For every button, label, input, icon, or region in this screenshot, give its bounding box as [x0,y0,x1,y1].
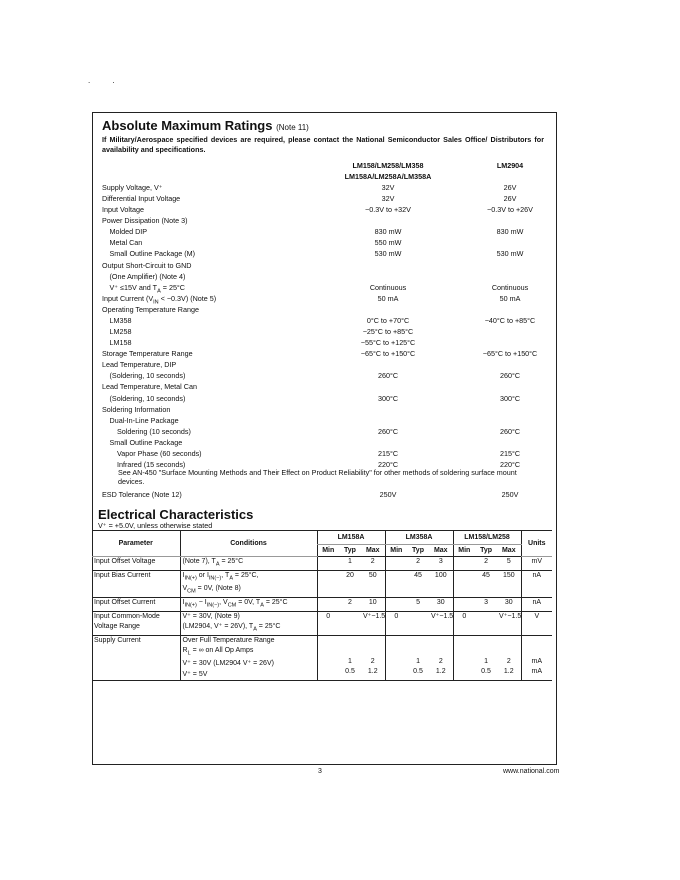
amr-row-v2: 215°C [499,448,521,458]
amr-row-v2: 830 mW [496,227,524,237]
amr-row [102,449,548,460]
ec-value [453,570,475,597]
amr-row-label: Soldering Information [102,404,171,414]
ec-value: 150 [497,570,521,597]
ec-value [385,570,407,597]
ec-param: Supply Current [92,635,180,680]
amr-row [102,416,548,427]
amr-row [102,249,548,260]
ec-value: 45 [475,570,497,597]
amr-row-v1: 0°C to +70°C [366,315,410,325]
esd-row [102,490,548,501]
hdr-min: Min [385,545,407,557]
amr-row-v2: 300°C [499,393,521,403]
amr-row-label: (One Amplifier) (Note 4) [109,271,186,281]
amr-row-v1: −65°C to +150°C [360,349,416,359]
ec-value: 5 [497,557,521,571]
ec-param: Input Bias Current [92,570,180,597]
ec-value: 2 [475,557,497,571]
ec-value: 45 [407,570,429,597]
amr-row-v1: 215°C [377,448,399,458]
hdr-lm158a: LM158A [317,531,385,545]
ec-value: 2 [361,557,385,571]
ec-conditions: $I_{IN(+)} - I_{IN(-)}$, $V_{CM} = 0V$, $T_A = 25^\circ C$ [180,597,317,611]
ec-value: 1 [339,557,361,571]
ec-value: V⁺−1.5 [429,611,453,635]
amr-row-v1: 50 mA [377,293,399,303]
page-number: 3 [318,768,322,775]
col2-header: LM2904 [496,161,524,170]
amr-row-v2: 260°C [499,371,521,381]
amr-row [102,216,548,227]
amr-row-v1: −55°C to +125°C [360,338,416,348]
amr-row [102,382,548,393]
scan-marks: . . [88,76,125,85]
amr-row-v1: −25°C to +85°C [362,327,414,337]
amr-row-v1: 300°C [377,393,399,403]
hdr-max: Max [361,545,385,557]
amr-row-label: Power Dissipation (Note 3) [102,216,188,226]
amr-row-v1: 260°C [377,371,399,381]
amr-row [102,427,548,438]
amr-row-v2: 260°C [499,426,521,436]
ec-value: 3 [475,597,497,611]
ec-conditions: (Note 7), $T_A = 25^\circ C$ [180,557,317,571]
ec-param: Input Common-Mode Voltage Range [92,611,180,635]
amr-row [102,238,548,249]
table-row [92,611,552,635]
amr-row-v1: 830 mW [374,227,402,237]
ec-value: 1 0.5 [339,635,361,680]
amr-row-label: Supply Voltage, V⁺ [102,183,163,192]
amr-row [102,261,548,272]
ec-subtitle: V⁺ = +5.0V, unless otherwise stated [98,521,213,530]
ec-value: 0 [317,611,339,635]
amr-row [102,360,548,371]
ec-value: 1 0.5 [475,635,497,680]
amr-row-label: Infrared (15 seconds) [117,460,186,469]
ec-value: 2 1.2 [429,635,453,680]
hdr-units: Units [521,531,552,557]
amr-row [102,327,548,338]
hdr-typ: Typ [407,545,429,557]
soldering-note: See AN-450 "Surface Mounting Methods and Their Effect on Product Reliability" for other methods of soldering surface mount devices. [118,468,517,486]
amr-row-label: Input Voltage [102,205,144,215]
ec-value: 2 [339,597,361,611]
amr-row-label: V⁺ ≤15V and $T_A = 25^\circ C$ [109,282,186,295]
amr-row-label: (Soldering, 10 seconds) [109,393,186,403]
amr-row [102,194,548,205]
amr-row [102,305,548,316]
ec-value [339,611,361,635]
amr-row [102,349,548,360]
ec-value: 2 1.2 [497,635,521,680]
amr-row-label: Operating Temperature Range [102,304,199,314]
amr-row-label: Metal Can [109,238,143,248]
amr-row-v1: 260°C [377,426,399,436]
ec-param: Input Offset Current [92,597,180,611]
ec-units: mV [521,557,552,571]
ec-value [453,557,475,571]
amr-intro: If Military/Aerospace specified devices are required, please contact the National Semiconductor Sales Office/ Distributors for availability and specifications. [102,135,544,154]
ec-units: mA mA [521,635,552,680]
ec-value: 20 [339,570,361,597]
ec-value: 30 [429,597,453,611]
amr-row-label: Small Outline Package (M) [109,249,195,259]
table-row [92,570,552,597]
amr-row-v1: Continuous [369,282,407,292]
amr-row [102,316,548,327]
amr-row [102,438,548,449]
amr-row-label: LM258 [109,327,132,337]
amr-row-v1: 32V [381,194,395,204]
hdr-typ: Typ [339,545,361,557]
ec-value [385,597,407,611]
ec-value [453,635,475,680]
ec-units: nA [521,570,552,597]
amr-row-v1: 530 mW [374,249,402,259]
ec-value: 10 [361,597,385,611]
ec-value: 1 0.5 [407,635,429,680]
hdr-min: Min [453,545,475,557]
ec-value: 2 1.2 [361,635,385,680]
esd-label: ESD Tolerance (Note 12) [102,490,182,499]
ec-value [317,570,339,597]
amr-row-label: Small Outline Package [109,437,183,447]
amr-row [102,205,548,216]
hdr-max: Max [497,545,521,557]
amr-row [102,405,548,416]
col1-header-line2: LM158A/LM258A/LM358A [344,172,432,181]
amr-row [102,294,548,305]
table-row [92,597,552,611]
hdr-lm358a: LM358A [385,531,453,545]
amr-row-label: Dual-In-Line Package [109,415,179,425]
hdr-lm158-lm258: LM158/LM258 [453,531,521,545]
amr-row [102,283,548,294]
amr-row-v2: Continuous [491,282,529,292]
amr-row-label: Storage Temperature Range [102,349,193,359]
amr-row-v2: 50 mA [499,293,521,303]
amr-row-v2: 220°C [499,460,521,469]
ec-value [317,557,339,571]
ec-value: 2 [407,557,429,571]
amr-row [102,394,548,405]
ec-value [317,635,339,680]
hdr-max: Max [429,545,453,557]
amr-row-v2: 530 mW [496,249,524,259]
amr-row-label: Molded DIP [109,227,148,237]
ec-param: Input Offset Voltage [92,557,180,571]
amr-row-label: Lead Temperature, Metal Can [102,382,197,392]
amr-row-v2: −65°C to +150°C [482,349,538,359]
ec-value [317,597,339,611]
amr-row-v2: −40°C to +85°C [484,315,536,325]
amr-row [102,183,548,194]
amr-row-label: Input Current $(V_{IN} < -0.3V)$ (Note 5) [102,293,217,306]
amr-row-label: Lead Temperature, DIP [102,360,177,370]
ec-value: V⁺−1.5 [361,611,385,635]
col1-header-line1: LM158/LM258/LM358 [352,161,424,170]
ec-value [385,557,407,571]
ec-value: V⁺−1.5 [497,611,521,635]
amr-row-label: LM158 [109,338,132,348]
amr-row-v1: 220°C [377,460,399,469]
amr-row [102,227,548,238]
amr-row-v1: 550 mW [374,238,402,248]
amr-row-label: (Soldering, 10 seconds) [109,371,186,381]
amr-row-v2: 26V [503,183,517,192]
ec-value [385,635,407,680]
ec-value [475,611,497,635]
amr-row [102,371,548,382]
ec-conditions: Over Full Temperature Range $R_L$ = ∞ on All Op Amps V⁺ = 30V (LM2904 V⁺ = 26V) V⁺ = 5V [180,635,317,680]
ec-value [453,597,475,611]
hdr-conditions: Conditions [180,531,317,557]
ec-value: 0 [385,611,407,635]
ec-value [407,611,429,635]
esd-v2: 250V [501,490,519,499]
ec-table [92,530,552,681]
amr-row-v1: 32V [381,183,395,192]
amr-row-v2: −0.3V to +26V [487,205,533,215]
amr-row-label: Soldering (10 seconds) [117,426,191,436]
ec-value: 50 [361,570,385,597]
amr-row-label: Output Short-Circuit to GND [102,260,192,270]
ec-value: 3 [429,557,453,571]
ec-conditions: $I_{IN(+)}$ or $I_{IN(-)}$, $T_A = 25^\circ C$, $V_{CM} = 0V$, (Note 8) [180,570,317,597]
amr-row-v2: 26V [503,194,517,204]
hdr-typ: Typ [475,545,497,557]
hdr-min: Min [317,545,339,557]
ec-value: 30 [497,597,521,611]
esd-v1: 250V [379,490,397,499]
amr-title-note: (Note 11) [276,123,309,132]
hdr-parameter: Parameter [92,531,180,557]
ec-conditions: V⁺ = 30V, (Note 9) (LM2904, V⁺ = 26V), $T_A = 25^\circ C$ [180,611,317,635]
footer-url: www.national.com [503,768,560,775]
ec-title: Electrical Characteristics [98,507,254,522]
amr-row-label: LM358 [109,315,132,325]
ec-units: V [521,611,552,635]
amr-title: Absolute Maximum Ratings (Note 11) [102,118,309,133]
ec-units: nA [521,597,552,611]
ec-value: 100 [429,570,453,597]
amr-row [102,338,548,349]
table-row [92,557,552,571]
amr-row-label: Vapor Phase (60 seconds) [117,448,202,458]
amr-row [102,272,548,283]
amr-row-label: Differential Input Voltage [102,194,181,204]
ec-value: 0 [453,611,475,635]
ec-value: 5 [407,597,429,611]
amr-row-v1: −0.3V to +32V [365,205,411,215]
table-row [92,635,552,680]
